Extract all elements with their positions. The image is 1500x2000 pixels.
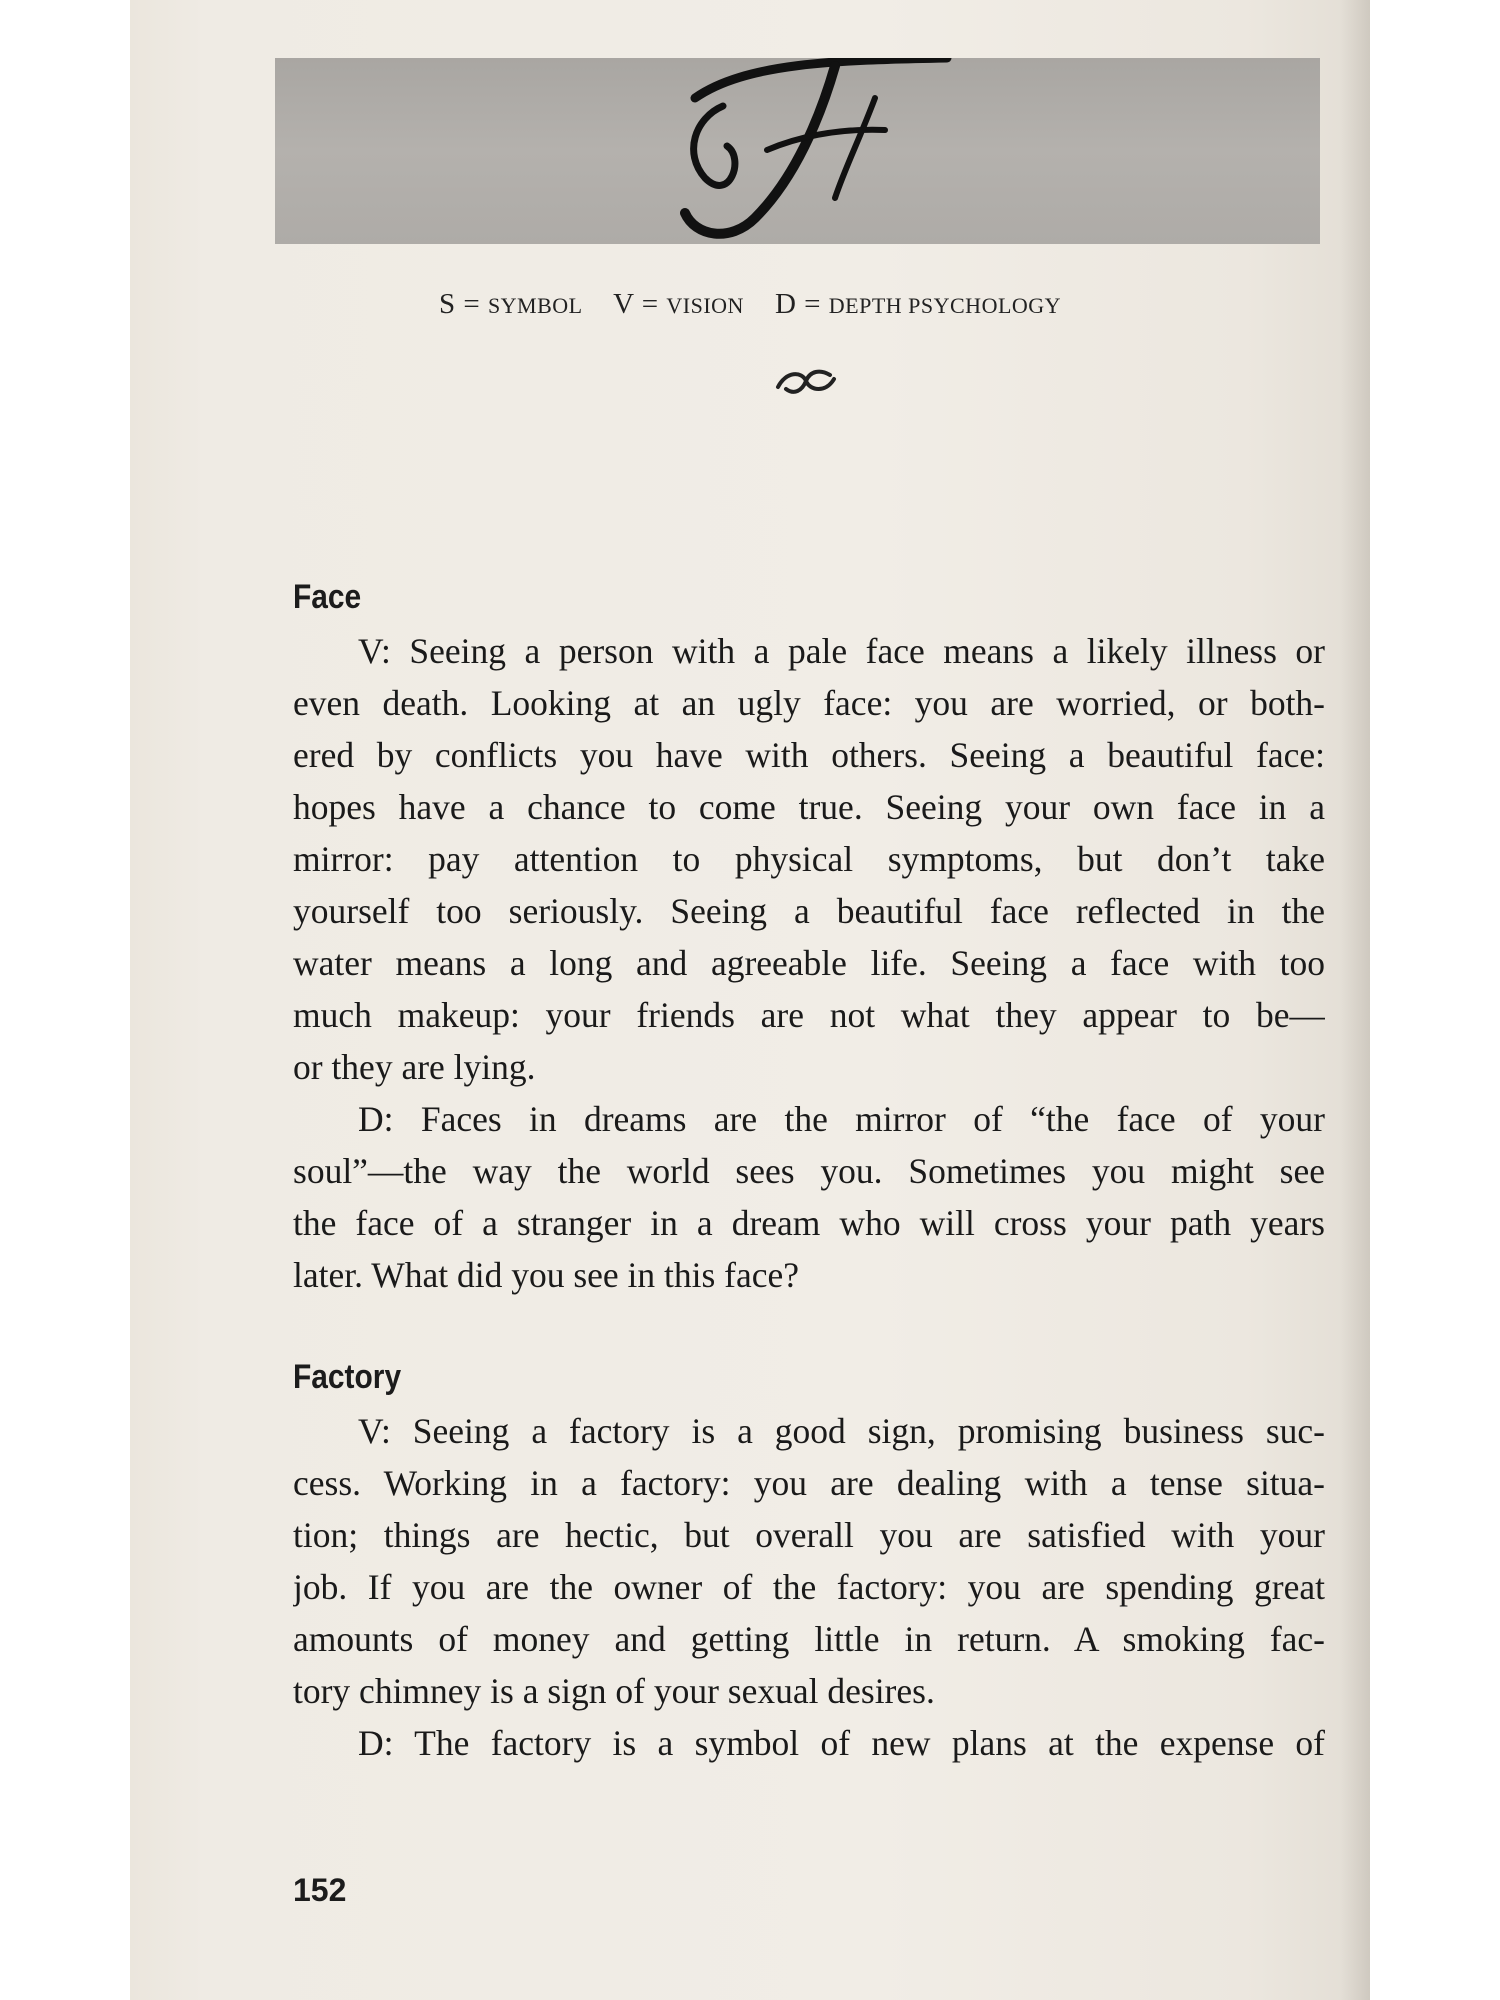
text-line: yourself too seriously. Seeing a beautiful face reflected in the: [293, 891, 1325, 931]
legend-symbol-word: SYMBOL: [487, 293, 583, 318]
text-line: V: Seeing a person with a pale face means a likely illness or: [358, 631, 1325, 671]
text-line: tion; things are hectic, but overall you are satisfied with your: [293, 1515, 1325, 1555]
abbreviation-legend: S = SYMBOL V = VISION D = DEPTH PSYCHOLOGY: [438, 288, 1062, 320]
legend-depth-word: DEPTH PSYCHOLOGY: [828, 293, 1062, 318]
text-line: tory chimney is a sign of your sexual desires.: [293, 1671, 935, 1711]
text-line: the face of a stranger in a dream who will cross your path years: [293, 1203, 1325, 1243]
page-number: 152: [293, 1872, 347, 1908]
text-line: amounts of money and getting little in return. A smoking fac-: [293, 1619, 1325, 1659]
legend-symbol-key: S: [438, 288, 456, 320]
text-line: V: Seeing a factory is a good sign, promising business suc-: [358, 1411, 1325, 1451]
entry-title-factory: Factory: [293, 1358, 402, 1396]
entry-title-face: Face: [293, 578, 362, 616]
text-line: or they are lying.: [293, 1047, 536, 1087]
flourish-ornament-icon: [772, 365, 842, 399]
text-line: job. If you are the owner of the factory: you are spending great: [293, 1567, 1325, 1607]
legend-vision-word: VISION: [666, 293, 744, 318]
text-line: mirror: pay attention to physical symptoms, but don’t take: [293, 839, 1325, 879]
text-line: hopes have a chance to come true. Seeing your own face in a: [293, 787, 1325, 827]
entry-body-face: [293, 625, 1325, 1301]
legend-depth-key: D: [774, 288, 797, 320]
chapter-banner: [275, 58, 1320, 244]
text-line: much makeup: your friends are not what they appear to be—: [293, 995, 1325, 1035]
text-line: later. What did you see in this face?: [293, 1255, 800, 1295]
text-line: even death. Looking at an ugly face: you are worried, or both-: [293, 683, 1325, 723]
text-line: D: Faces in dreams are the mirror of “the face of your: [358, 1099, 1325, 1139]
text-line: soul”—the way the world sees you. Sometimes you might see: [293, 1151, 1325, 1191]
text-line: cess. Working in a factory: you are dealing with a tense situa-: [293, 1463, 1325, 1503]
text-line: water means a long and agreeable life. Seeing a face with too: [293, 943, 1325, 983]
script-letter-f-icon: [275, 58, 1320, 244]
text-line: ered by conflicts you have with others. Seeing a beautiful face:: [293, 735, 1325, 775]
entry-body-factory: [293, 1405, 1325, 1769]
legend-vision-key: V: [613, 288, 635, 320]
text-line: D: The factory is a symbol of new plans at the expense of: [358, 1723, 1325, 1763]
